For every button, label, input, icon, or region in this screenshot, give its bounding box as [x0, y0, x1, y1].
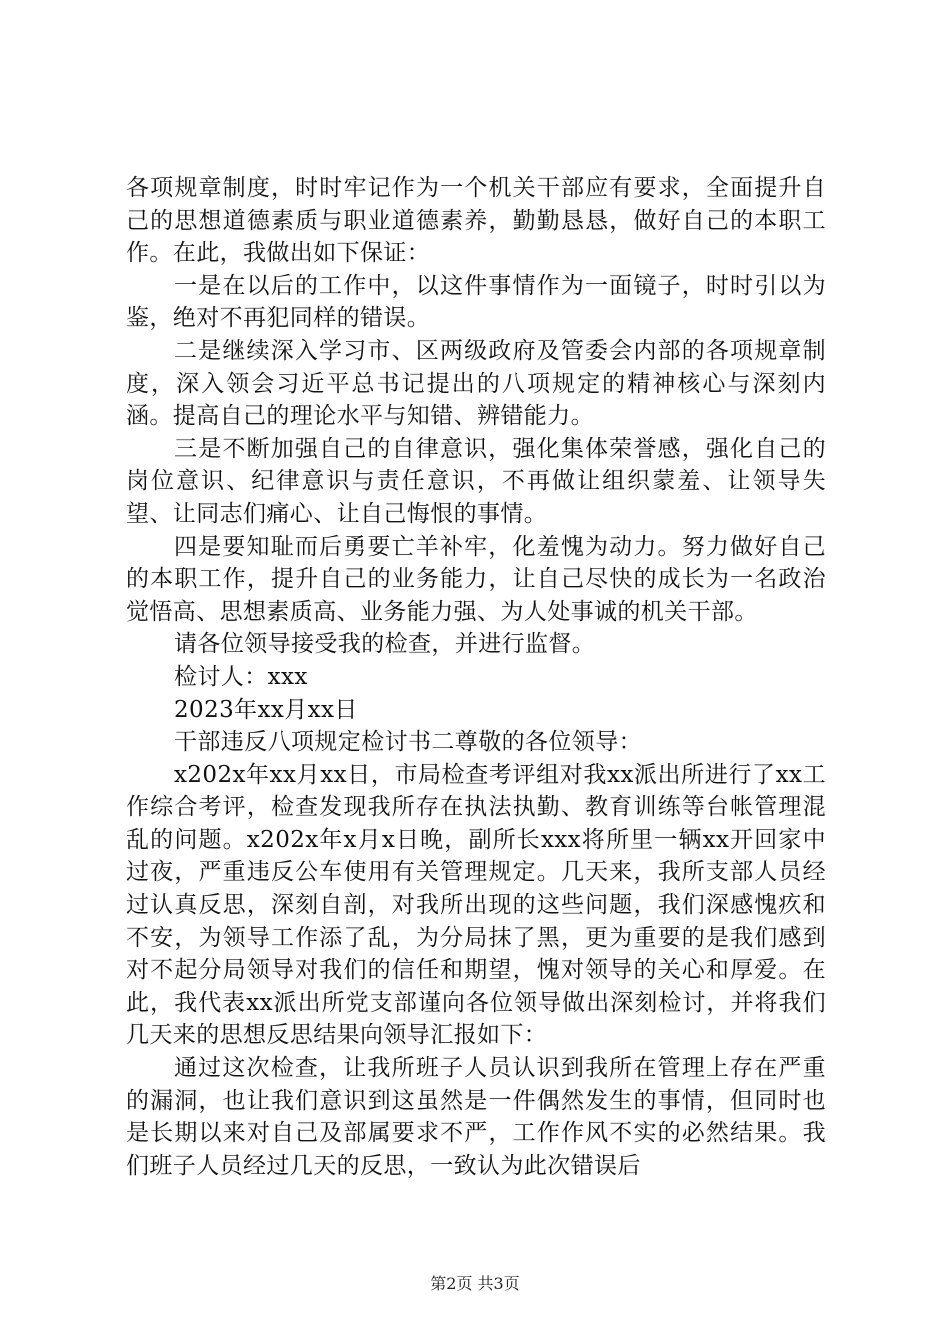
section-heading: 干部违反八项规定检讨书二尊敬的各位领导：	[174, 729, 642, 756]
signature-line: 检讨人：xxx	[174, 663, 308, 690]
paragraph: 各项规章制度，时时牢记作为一个机关干部应有要求，全面提升自己的思想道德素质与职业道德素养，勤勤恳恳，做好自己的本职工作。在此，我做出如下保证：	[126, 175, 826, 267]
paragraph: 请各位领导接受我的检查，并进行监督。	[174, 631, 596, 658]
paragraph: x202x年xx月xx日，市局检查考评组对我xx派出所进行了xx工作综合考评，检查发现我所存在执法执勤、教育训练等台帐管理混乱的问题。x202x年x月x日晚，副所长xxx将所里一辆xx开回家中过夜，严重违反公车使用有关管理规定。几天来，我所支部人员经过认真反思，深刻自剖，对我所出现的这些问题，我们深感愧疚和不安，为领导工作添了乱，为分局抹了黑，更为重要的是我们感到对不起分局领导对我们的信任和期望，愧对领导的关心和厚爱。在此，我代表xx派出所党支部谨向各位领导做出深刻检讨，并将我们几天来的思想反思结果向领导汇报如下：	[126, 761, 826, 1049]
date-line: 2023年xx月xx日	[174, 696, 358, 723]
paragraph: 二是继续深入学习市、区两级政府及管委会内部的各项规章制度，深入领会习近平总书记提出的八项规定的精神核心与深刻内涵。提高自己的理论水平与知错、辨错能力。	[126, 337, 826, 430]
document-body	[126, 172, 826, 1182]
page-number: 第2页 共3页	[430, 1274, 520, 1293]
page-footer	[0, 1274, 950, 1294]
paragraph: 通过这次检查，让我所班子人员认识到我所在管理上存在严重的漏洞，也让我们意识到这虽然是一件偶然发生的事情，但同时也是长期以来对自己及部属要求不严，工作作风不实的必然结果。我们班子人员经过几天的反思，一致认为此次错误后	[126, 1055, 826, 1179]
paragraph: 一是在以后的工作中，以这件事情作为一面镜子，时时引以为鉴，绝对不再犯同样的错误。	[126, 272, 826, 332]
paragraph: 三是不断加强自己的自律意识，强化集体荣誉感，强化自己的岗位意识、纪律意识与责任意识，不再做让组织蒙羞、让领导失望、让同志们痛心、让自己悔恨的事情。	[126, 435, 826, 527]
paragraph: 四是要知耻而后勇要亡羊补牢，化羞愧为动力。努力做好自己的本职工作，提升自己的业务能力，让自己尽快的成长为一名政治觉悟高、思想素质高、业务能力强、为人处事诚的机关干部。	[126, 533, 826, 625]
